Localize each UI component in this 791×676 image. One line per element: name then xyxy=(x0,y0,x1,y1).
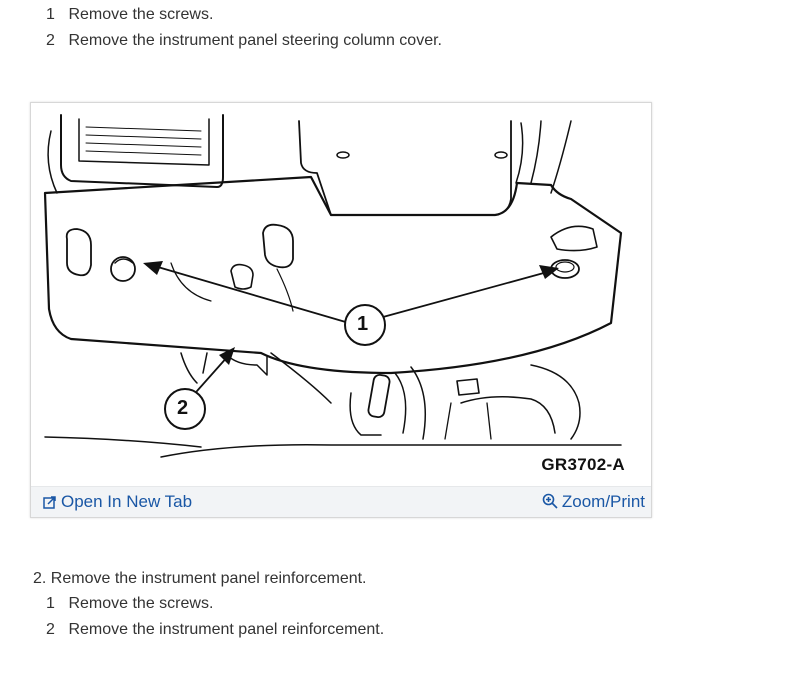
step-number: 1 xyxy=(46,595,55,612)
zoom-print-label: Zoom/Print xyxy=(561,492,645,511)
step-number: 2 xyxy=(46,32,55,49)
step-item xyxy=(46,595,213,613)
open-new-tab-icon xyxy=(43,495,57,509)
step-text: Remove the instrument panel steering column cover. xyxy=(68,32,442,49)
step-item xyxy=(46,6,213,24)
figure-code: GR3702-A xyxy=(541,455,625,474)
zoom-print-link[interactable] xyxy=(542,492,645,512)
instrument-panel-diagram xyxy=(31,103,651,487)
zoom-in-icon xyxy=(542,493,558,509)
step-item xyxy=(46,32,442,50)
callout-label: 1 xyxy=(357,313,369,335)
figure-container xyxy=(30,102,652,518)
step-number: 1 xyxy=(46,6,55,23)
open-new-tab-label: Open In New Tab xyxy=(61,492,193,511)
main-step: 2. Remove the instrument panel reinforcement. xyxy=(33,570,367,587)
step-text: Remove the screws. xyxy=(68,6,214,23)
open-new-tab-link[interactable] xyxy=(43,492,192,512)
figure-toolbar xyxy=(31,486,651,517)
step-number: 2 xyxy=(46,621,55,638)
step-item xyxy=(46,621,384,639)
callout-label: 2 xyxy=(177,397,189,419)
step-text: Remove the instrument panel reinforcement. xyxy=(68,621,385,638)
step-text: Remove the screws. xyxy=(68,595,214,612)
